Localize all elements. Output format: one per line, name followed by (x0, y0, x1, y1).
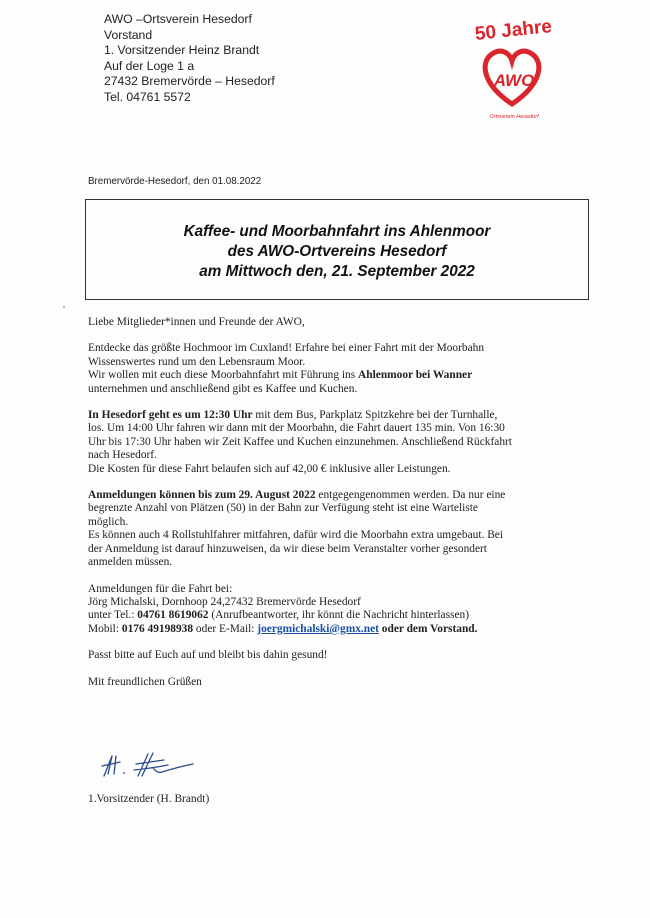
text-line (88, 623, 578, 636)
text-line: Wissenswertes rund um den Lebensraum Moor. (88, 355, 306, 368)
text-line (88, 609, 578, 622)
text-span: Mobil: (88, 622, 122, 635)
text-line: Uhr bis 17:30 Uhr haben wir Zeit Kaffee und Kuchen einzunehmen. Anschließend Rückfahrt (88, 435, 512, 448)
letter-body (88, 316, 578, 689)
text-line: möglich. (88, 515, 129, 528)
paragraph-registration (88, 489, 578, 569)
greeting: Liebe Mitglieder*innen und Freunde der AWO, (88, 316, 305, 328)
title-line-1: Kaffee- und Moorbahnfahrt ins Ahlenmoor (183, 223, 491, 240)
paragraph-contact (88, 583, 578, 637)
sender-board: Vorstand (104, 27, 153, 42)
event-title-box (85, 199, 589, 300)
text-line: unternehmen und anschließend gibt es Kaffee und Kuchen. (88, 382, 358, 395)
text-line: Jörg Michalski, Dornhoop 24,27432 Bremervörde Hesedorf (88, 595, 361, 608)
destination-bold: Ahlenmoor bei Wanner (358, 369, 473, 382)
logo-caption: Ortsverein Hesedorf (489, 114, 539, 120)
departure-bold: In Hesedorf geht es um 12:30 Uhr (88, 409, 253, 422)
logo-brand-text: AWO (493, 71, 535, 90)
title-line-2: des AWO-Ortvereins Hesedorf (227, 243, 447, 260)
letter-date: Bremervörde-Hesedorf, den 01.08.2022 (88, 176, 262, 187)
text-span: unter Tel.: (88, 609, 138, 622)
text-span: oder E-Mail: (193, 622, 258, 635)
awo-anniversary-logo (452, 14, 572, 124)
text-span: (Anrufbeantworter, ihr könnt die Nachricht hinterlassen) (208, 609, 469, 622)
deadline-bold: Anmeldungen können bis zum 29. August 2022 (88, 489, 316, 502)
text-span: Wir wollen mit euch diese Moorbahnfahrt mit Führung ins (88, 369, 359, 382)
sender-city: 27432 Bremervörde – Hesedorf (104, 74, 275, 89)
sender-org: AWO –Ortsverein Hesedorf (104, 12, 252, 26)
text-line (88, 489, 578, 502)
closing-greeting: Mit freundlichen Grüßen (88, 675, 202, 688)
sender-phone: Tel. 04761 5572 (104, 89, 191, 104)
email-link[interactable]: joergmichalski@gmx.net (257, 622, 379, 635)
mobile-number: 0176 49198938 (121, 622, 194, 635)
text-span: entgegengenommen werden. Da nur eine (315, 489, 506, 502)
paragraph-intro (88, 342, 578, 396)
signer-line: 1.Vorsitzender (H. Brandt) (88, 793, 210, 805)
text-line: los. Um 14:00 Uhr fahren wir dann mit der Moorbahn, die Fahrt dauert 135 min. Von 16:30 (88, 422, 505, 435)
text-line (88, 369, 578, 382)
paragraph-schedule (88, 409, 578, 476)
sender-chair: 1. Vorsitzender Heinz Brandt (104, 43, 260, 58)
text-line: begrenzte Anzahl von Plätzen (50) in der Bahn zur Verfügung steht ist eine Warteliste (88, 502, 478, 515)
title-line-3: am Mittwoch den, 21. September 2022 (199, 263, 475, 280)
text-line: der Anmeldung ist darauf hinzuweisen, da wir diese beim Veranstalter vorher gesondert (88, 542, 487, 555)
text-line: nach Hesedorf. (88, 449, 157, 462)
sender-street: Auf der Loge 1 a (104, 58, 195, 73)
text-line: Anmeldungen für die Fahrt bei: (88, 582, 233, 595)
text-span: mit dem Bus, Parkplatz Spitzkehre bei der Turnhalle, (252, 409, 498, 422)
text-line: Es können auch 4 Rollstuhlfahrer mitfahren, dafür wird die Moorbahn extra umgebaut. Bei (88, 529, 504, 542)
phone-number: 04761 8619062 (137, 609, 209, 622)
closing-wish: Passt bitte auf Euch auf und bleibt bis dahin gesund! (88, 649, 328, 662)
sender-address (104, 12, 275, 106)
logo-anniversary-text: 50 Jahre (473, 16, 553, 46)
handwritten-signature (98, 748, 208, 782)
text-line (88, 409, 578, 422)
text-line: Entdecke das größte Hochmoor im Cuxland! Erfahre bei einer Fahrt mit der Moorbahn (88, 342, 485, 355)
text-line: Die Kosten für diese Fahrt belaufen sich auf 42,00 € inklusive aller Leistungen. (88, 462, 451, 475)
text-span: oder dem Vorstand. (378, 622, 478, 635)
scan-artifact (62, 305, 66, 309)
text-line: anmelden müssen. (88, 556, 173, 569)
